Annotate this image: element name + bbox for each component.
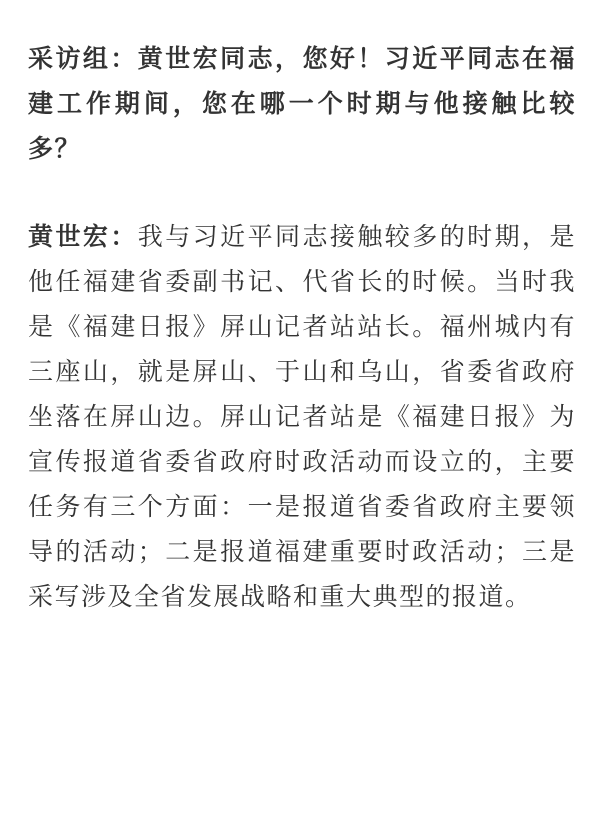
answer-speaker: 黄世宏： [28,222,138,251]
interview-question: 采访组：黄世宏同志，您好！习近平同志在福建工作期间，您在哪一个时期与他接触比较多？ [28,44,576,163]
answer-text: 我与习近平同志接触较多的时期，是他任福建省委副书记、代省长的时候。当时我是《福建日报》屏山记者站站长。福州城内有三座山，就是屏山、于山和乌山，省委省政府坐落在屏山边。屏山记者站是《福建日报》为宣传报道省委省政府时政活动而设立的，主要任务有三个方面：一是报道省委省政府主要领导的活动；二是报道福建重要时政活动；三是采写涉及全省发展战略和重大典型的报道。 [28,222,576,611]
interview-answer [28,214,576,619]
article-body [28,36,576,619]
